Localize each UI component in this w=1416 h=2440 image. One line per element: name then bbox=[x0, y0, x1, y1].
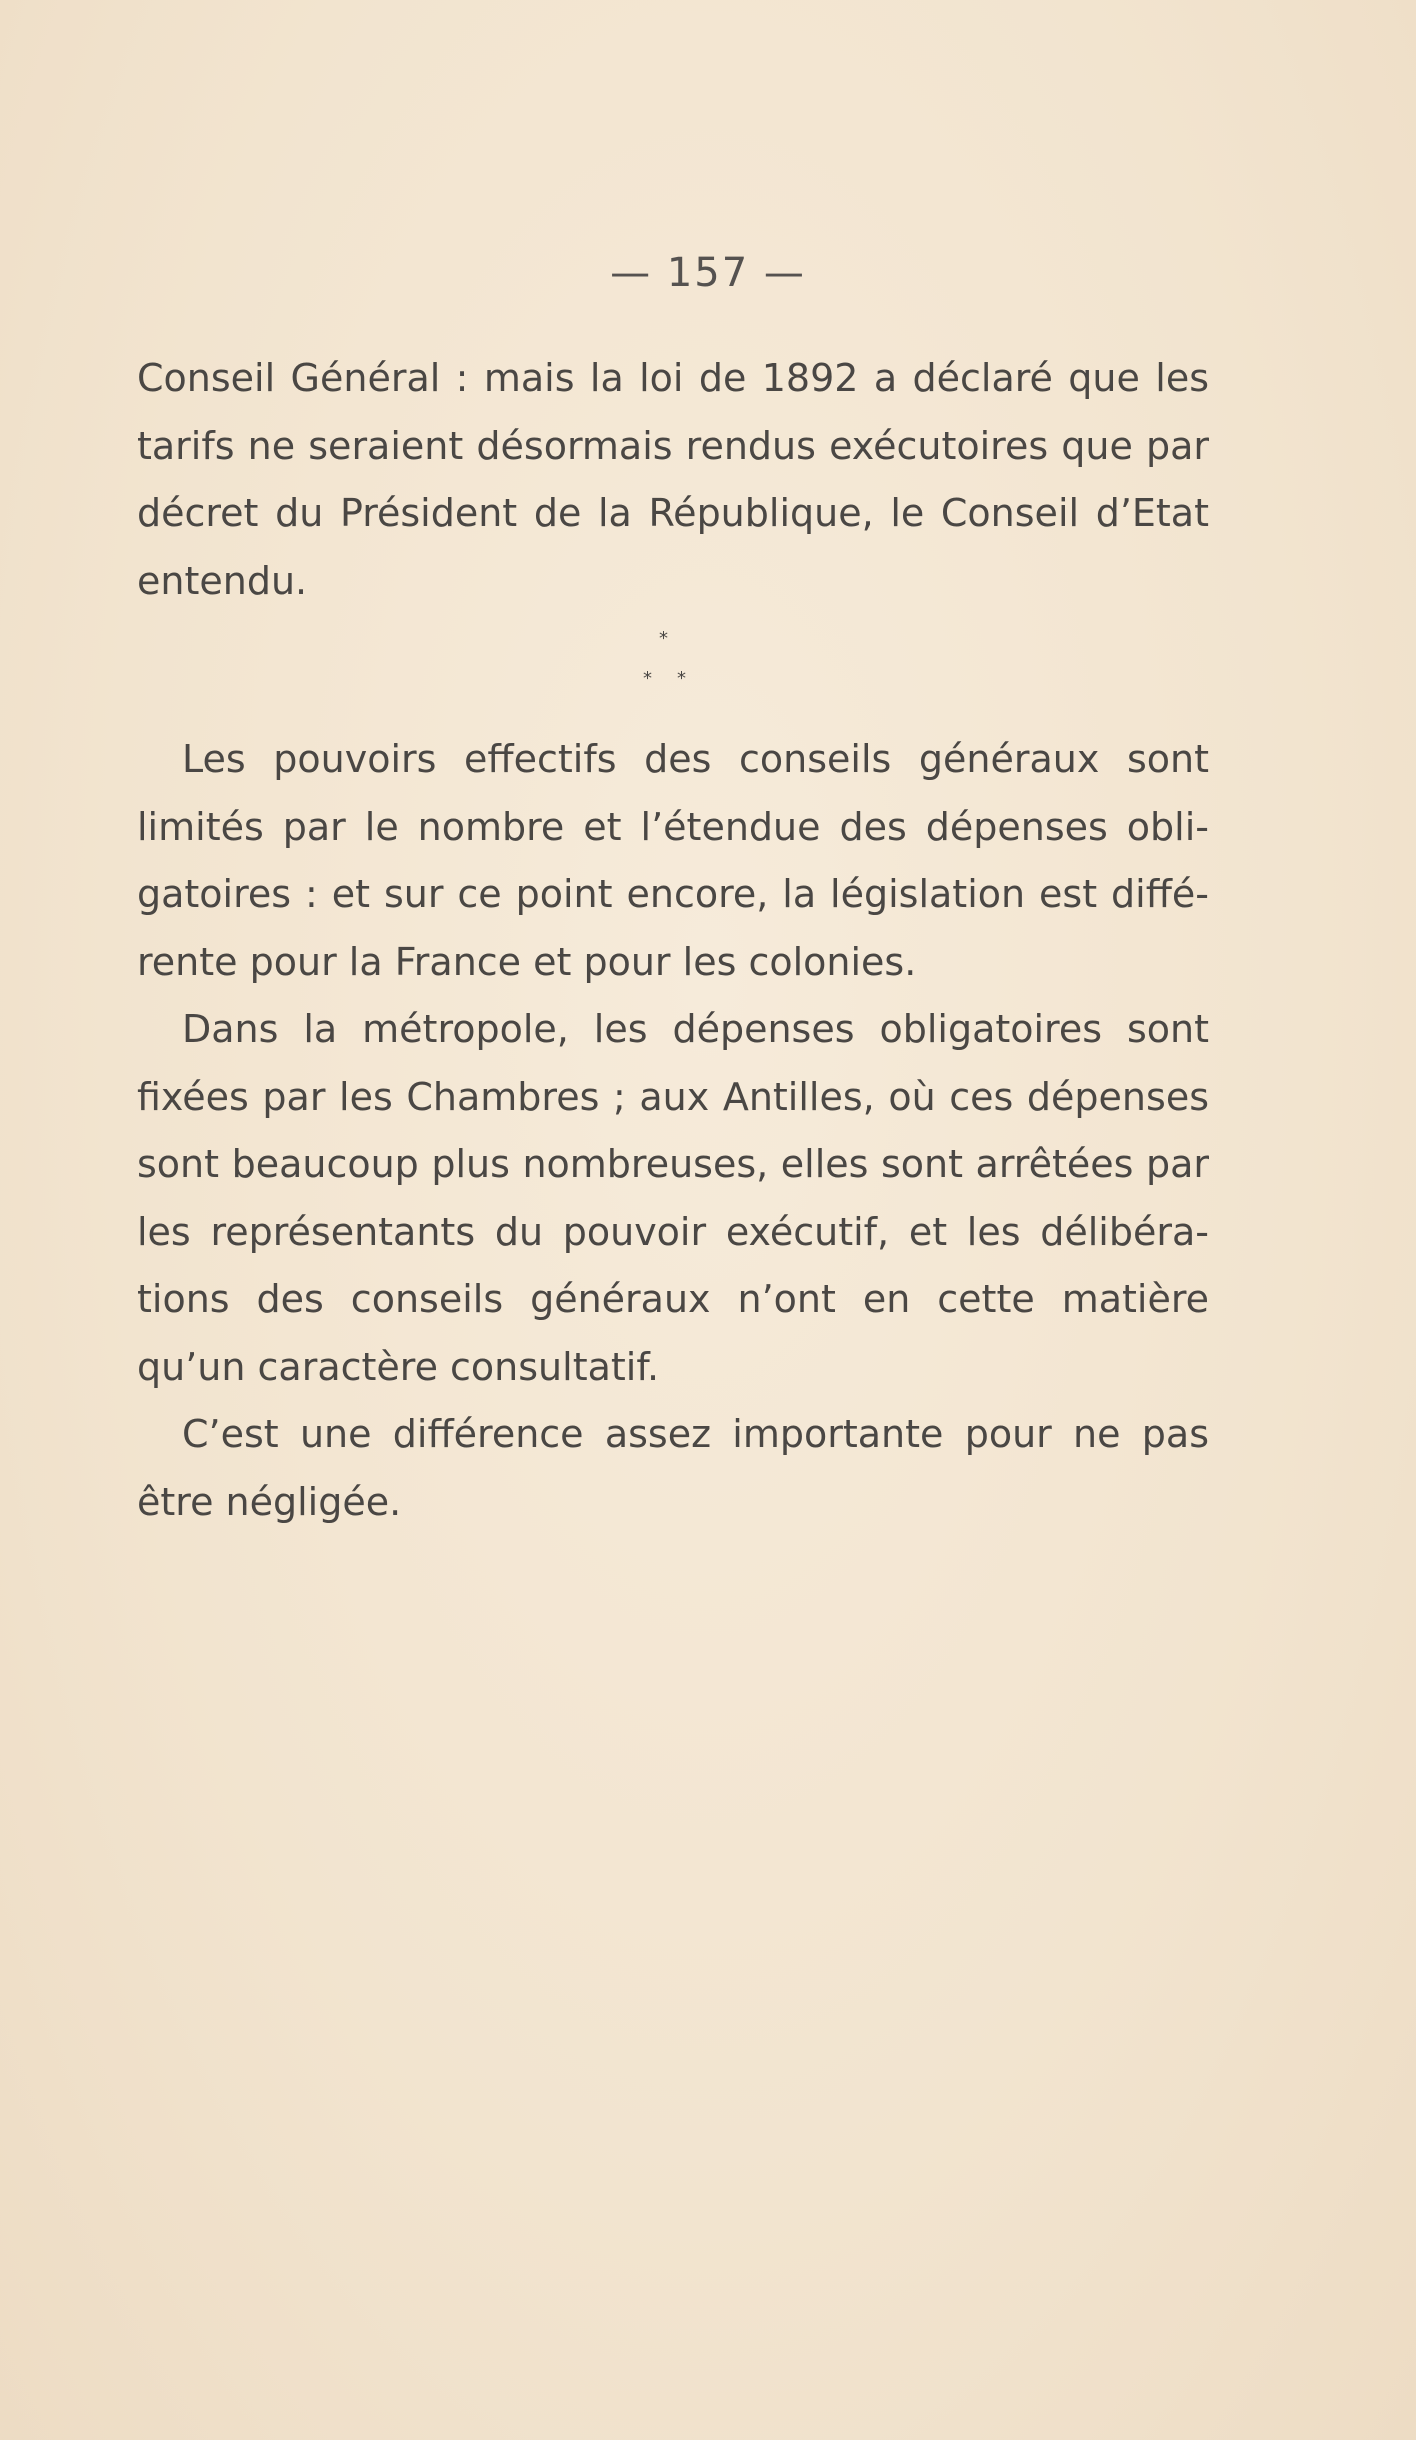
text-line: gatoires : et sur ce point encore, la législation est diffé- bbox=[137, 872, 1209, 916]
page-number: — 157 — bbox=[610, 250, 806, 296]
text-line: C’est une différence assez importante pour ne pas bbox=[182, 1412, 1209, 1456]
text-line: qu’un caractère consultatif. bbox=[137, 1344, 660, 1389]
text-line: rente pour la France et pour les colonies. bbox=[137, 939, 917, 984]
text-line: tarifs ne seraient désormais rendus exécutoires que par bbox=[137, 423, 1209, 468]
body-text bbox=[137, 726, 1209, 1536]
paragraph-continuation bbox=[137, 345, 1209, 615]
asterism-star: * bbox=[659, 628, 668, 649]
text-line: fixées par les Chambres ; aux Antilles, où ces dépenses bbox=[137, 1074, 1209, 1119]
text-line: Les pouvoirs effectifs des conseils généraux sont bbox=[182, 737, 1209, 781]
text-line: sont beaucoup plus nombreuses, elles sont arrêtées par bbox=[137, 1142, 1209, 1186]
asterism-divider bbox=[0, 630, 1416, 700]
asterism-star: * bbox=[677, 668, 686, 689]
text-line: Dans la métropole, les dépenses obligatoires sont bbox=[182, 1007, 1209, 1051]
text-line: décret du Président de la République, le Conseil d’Etat bbox=[137, 491, 1209, 535]
text-line: entendu. bbox=[137, 558, 308, 603]
text-line: tions des conseils généraux n’ont en cette matière bbox=[137, 1277, 1209, 1321]
asterism-star: * bbox=[643, 668, 652, 689]
text-line: être négligée. bbox=[137, 1479, 402, 1524]
text-line: limités par le nombre et l’étendue des dépenses obli- bbox=[137, 804, 1209, 849]
text-line: Conseil Général : mais la loi de 1892 a déclaré que les bbox=[137, 356, 1209, 400]
text-line: les représentants du pouvoir exécutif, et les délibéra- bbox=[137, 1209, 1209, 1254]
